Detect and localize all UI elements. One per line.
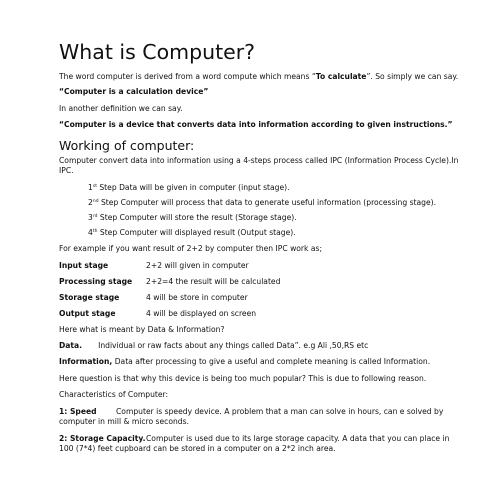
- ipc-line-2: IPC.: [59, 166, 74, 175]
- step-text: Step Computer will process that data to generate useful information (processing stage).: [98, 198, 437, 207]
- stage-label: Processing stage: [59, 277, 133, 286]
- intro-text-after: ”. So simply we can say.: [366, 72, 459, 81]
- stage-row: [59, 293, 439, 303]
- stage-row: [59, 277, 439, 287]
- step-item: [88, 183, 290, 193]
- working-heading: Working of computer:: [59, 138, 195, 153]
- characteristic-label: 1: Speed: [59, 407, 97, 416]
- step-ordinal: th: [92, 229, 98, 234]
- definition-quote-2: [59, 120, 453, 130]
- characteristic-item: [59, 407, 444, 417]
- stage-label: Storage stage: [59, 293, 120, 302]
- characteristic-text: Computer is used due to its large storage capacity. A data that you can place in: [146, 434, 450, 443]
- step-item: [88, 213, 297, 223]
- stage-label: Input stage: [59, 261, 109, 270]
- step-number: 3: [88, 213, 93, 222]
- data-definition-label: Data.: [59, 341, 83, 350]
- popularity-question: Here question is that why this device is being too much popular? This is due to following reason.: [59, 374, 427, 383]
- intro-text-before: The word computer is derived from a word compute which means “: [59, 72, 316, 81]
- data-definition-text: Individual or raw facts about any things called Data”. e.g Ali ,50,RS etc: [98, 341, 369, 350]
- definition-quote-2-text: “Computer is a device that converts data into information according to given instructions.”: [59, 120, 453, 129]
- step-number: 4: [88, 228, 93, 237]
- step-ordinal: rd: [92, 214, 98, 219]
- characteristic-item: [59, 434, 450, 444]
- step-text: Step Computer will displayed result (Output stage).: [97, 228, 296, 237]
- stage-value: 4 will be store in computer: [146, 293, 248, 302]
- step-number: 1: [88, 183, 93, 192]
- step-text: Step Computer will store the result (Storage stage).: [97, 213, 297, 222]
- step-text: Step Data will be given in computer (input stage).: [96, 183, 290, 192]
- step-ordinal: nd: [92, 199, 99, 204]
- definition-quote-1-text: “Computer is a calculation device”: [59, 87, 209, 96]
- characteristic-text: Computer is speedy device. A problem that a man can solve in hours, can e solved by: [116, 407, 444, 416]
- stage-label: Output stage: [59, 309, 116, 318]
- step-ordinal: st: [92, 184, 97, 189]
- data-information-question: Here what is meant by Data & Information?: [59, 325, 225, 334]
- step-number: 2: [88, 198, 93, 207]
- stage-value: 2+2 will given in computer: [146, 261, 249, 270]
- stage-row: [59, 261, 439, 271]
- characteristic-label: 2: Storage Capacity.: [59, 434, 146, 443]
- characteristic-continuation: 100 (7*4) feet cupboard can be stored in a computer on a 2*2 inch area.: [59, 444, 336, 453]
- data-definition: [59, 341, 368, 351]
- intro-paragraph: [59, 72, 458, 82]
- stage-value: 2+2=4 the result will be calculated: [146, 277, 281, 286]
- stage-row: [59, 309, 439, 319]
- definition-quote-1: [59, 87, 208, 97]
- characteristic-continuation: computer in mill & micro seconds.: [59, 417, 189, 426]
- information-definition: [59, 357, 430, 367]
- information-definition-label: Information,: [59, 357, 113, 366]
- ipc-line-1: Computer convert data into information using a 4-steps process called IPC (Information Process Cycle).In: [59, 156, 459, 165]
- information-definition-text: Data after processing to give a useful and complete meaning is called Information.: [112, 357, 431, 366]
- intro-bold-term: To calculate: [315, 72, 367, 81]
- characteristics-heading: Characteristics of Computer:: [59, 390, 169, 399]
- page-title: What is Computer?: [59, 40, 256, 64]
- another-definition: In another definition we can say.: [59, 104, 183, 113]
- step-item: [88, 228, 296, 238]
- stage-value: 4 will be displayed on screen: [146, 309, 257, 318]
- example-line: For example if you want result of 2+2 by computer then IPC work as;: [59, 244, 323, 253]
- step-item: [88, 198, 436, 208]
